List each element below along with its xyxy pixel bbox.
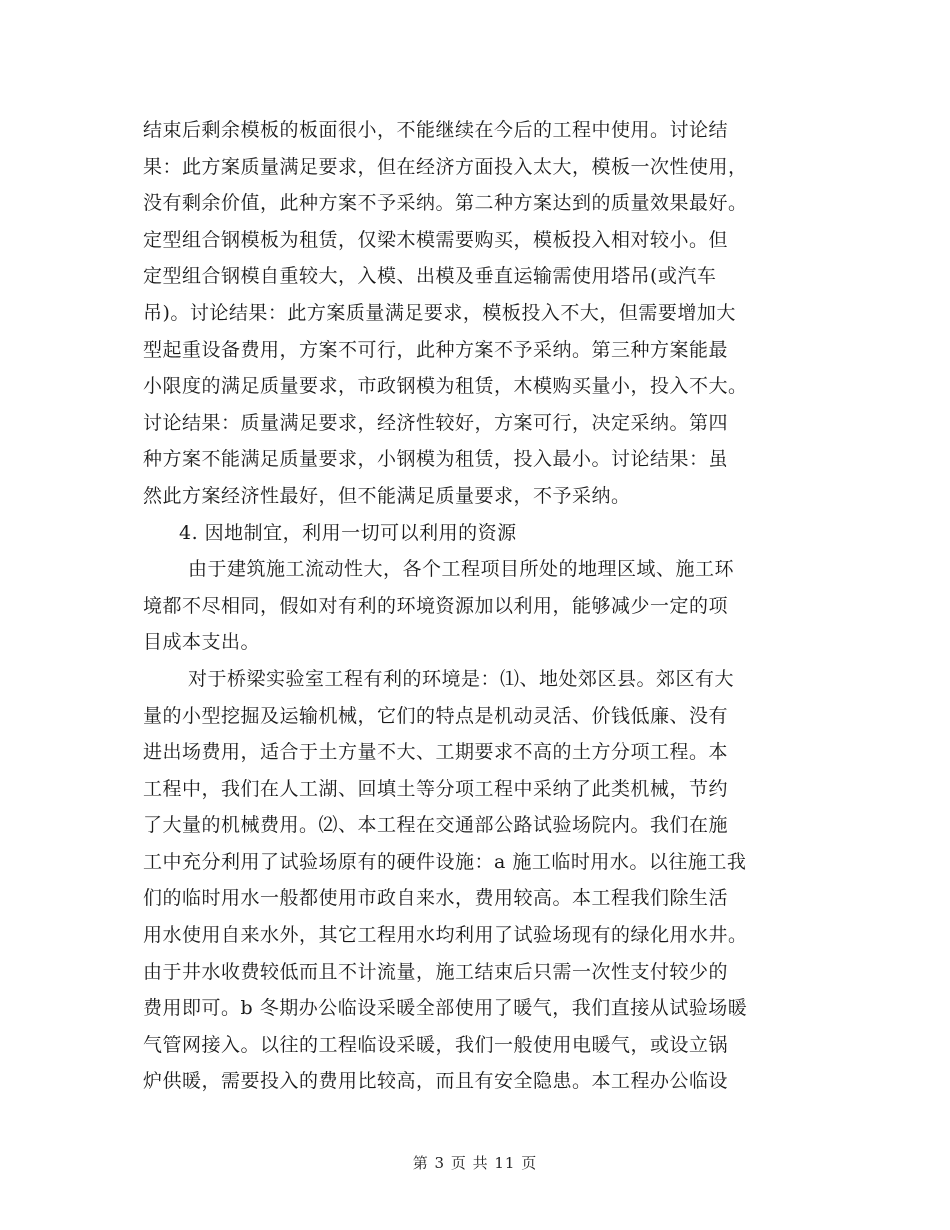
- text-line: 种方案不能满足质量要求，小钢模为租赁，投入最小。讨论结果：虽: [143, 448, 729, 471]
- text-line: 进出场费用，适合于土方量不大、工期要求不高的土方分项工程。本: [143, 741, 729, 764]
- text-line: 费用即可。b 冬期办公临设采暖全部使用了暖气，我们直接从试验场暖: [143, 997, 748, 1020]
- text-line: 对于桥梁实验室工程有利的环境是：⑴、地处郊区县。郊区有大: [188, 667, 735, 690]
- text-line: 定型组合钢模自重较大，入模、出模及垂直运输需使用塔吊(或汽车: [143, 265, 717, 288]
- text-line: 境都不尽相同，假如对有利的环境资源加以利用，能够减少一定的项: [143, 594, 729, 617]
- text-line: 工中充分利用了试验场原有的硬件设施：a 施工临时用水。以往施工我: [143, 850, 747, 873]
- text-line: 由于井水收费较低而且不计流量，施工结束后只需一次性支付较少的: [143, 960, 729, 983]
- page-footer: 第 3 页 共 11 页: [412, 1154, 538, 1172]
- text-line: 型起重设备费用，方案不可行，此种方案不予采纳。第三种方案能最: [143, 338, 729, 361]
- text-line: 由于建筑施工流动性大，各个工程项目所处的地理区域、施工环: [188, 558, 735, 581]
- text-line: 用水使用自来水外，其它工程用水均利用了试验场现有的绿化用水井。: [143, 924, 748, 947]
- text-line: 定型组合钢模板为租赁，仅梁木模需要购买，模板投入相对较小。但: [143, 228, 729, 251]
- text-line: 小限度的满足质量要求，市政钢模为租赁，木模购买量小，投入不大。: [143, 375, 748, 398]
- text-line: 然此方案经济性最好，但不能满足质量要求，不予采纳。: [143, 484, 631, 507]
- text-line: 吊)。讨论结果：此方案质量满足要求，模板投入不大，但需要增加大: [143, 301, 736, 324]
- text-line: 讨论结果：质量满足要求，经济性较好，方案可行，决定采纳。第四: [143, 411, 729, 434]
- text-line: 4. 因地制宜，利用一切可以利用的资源: [179, 521, 517, 544]
- text-line: 工程中，我们在人工湖、回填土等分项工程中采纳了此类机械，节约: [143, 777, 729, 800]
- text-line: 量的小型挖掘及运输机械，它们的特点是机动灵活、价钱低廉、没有: [143, 704, 729, 727]
- text-line: 炉供暖，需要投入的费用比较高，而且有安全隐患。本工程办公临设: [143, 1070, 729, 1093]
- text-line: 结束后剩余模板的板面很小，不能继续在今后的工程中使用。讨论结: [143, 119, 729, 141]
- text-line: 气管网接入。以往的工程临设采暖，我们一般使用电暖气，或设立锅: [143, 1033, 729, 1056]
- text-line: 没有剩余价值，此种方案不予采纳。第二种方案达到的质量效果最好。: [143, 192, 748, 215]
- text-line: 们的临时用水一般都使用市政自来水，费用较高。本工程我们除生活: [143, 887, 729, 910]
- text-line: 了大量的机械费用。⑵、本工程在交通部公路试验场院内。我们在施: [143, 814, 729, 837]
- document-body: [143, 112, 813, 1100]
- text-line: 目成本支出。: [143, 631, 261, 654]
- text-line: 果：此方案质量满足要求，但在经济方面投入太大，模板一次性使用，: [143, 155, 748, 178]
